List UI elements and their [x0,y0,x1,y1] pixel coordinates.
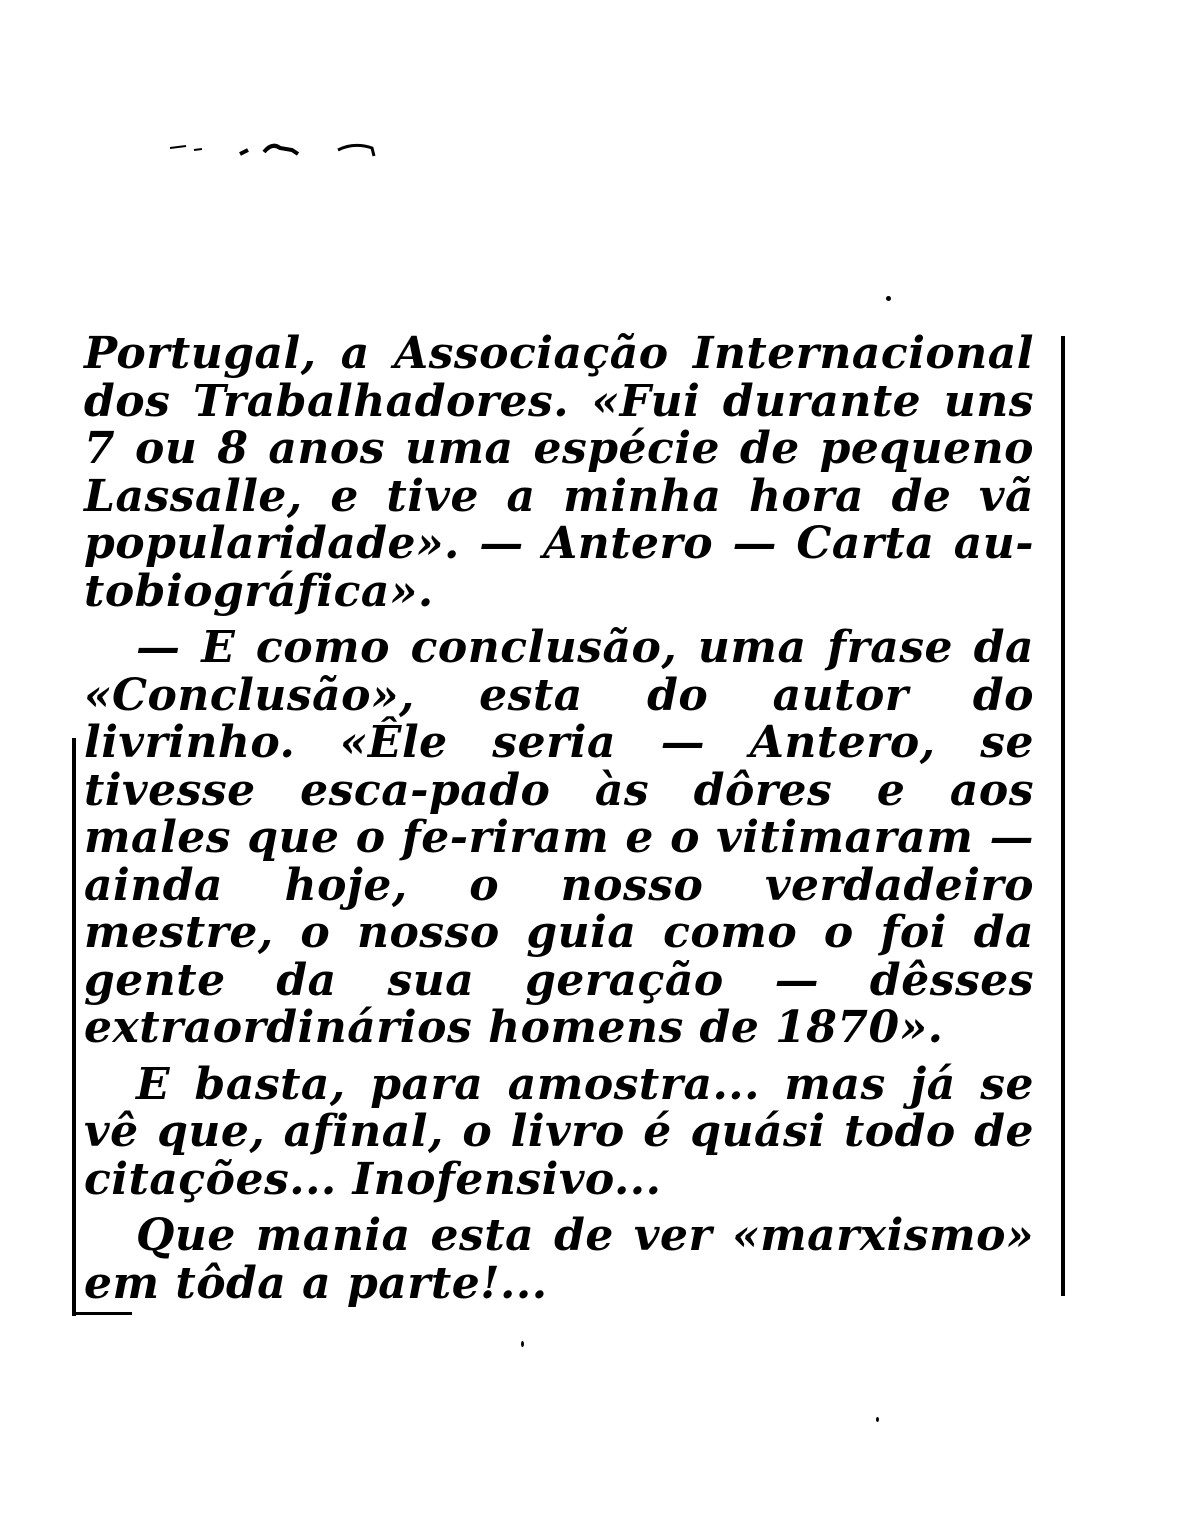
paragraph: — E como conclusão, uma frase da «Conclusão», esta do autor do livrinho. «Êle seria — Antero, se tivesse esca-pado às dôres e aos males que o fe-riram e o vitimaram — ainda hoje, o nosso verdadeiro mestre, o nosso guia como o foi da gente da sua geração — dêsses extraordinários homens de 1870». [84,622,1034,1053]
article-text [84,330,1034,1316]
paragraph: E basta, para amostra... mas já se vê que, afinal, o livro é quási todo de citações... Inofensivo... [84,1058,1034,1205]
ink-speck [886,296,891,301]
ink-speck [876,1417,879,1422]
left-margin-rule [72,738,76,1316]
paragraph: Portugal, a Associação Internacional dos Trabalhadores. «Fui durante uns 7 ou 8 anos uma espécie de pequeno Lassalle, e tive a minha hora de vã popularidade». — Antero — Carta au-tobiográfica». [84,328,1034,617]
paragraph: Que mania esta de ver «marxismo» em tôda a parte!... [84,1210,1034,1309]
right-margin-rule [1061,336,1065,1296]
ink-speck [521,1341,524,1347]
ink-smudge-icon [168,128,388,168]
